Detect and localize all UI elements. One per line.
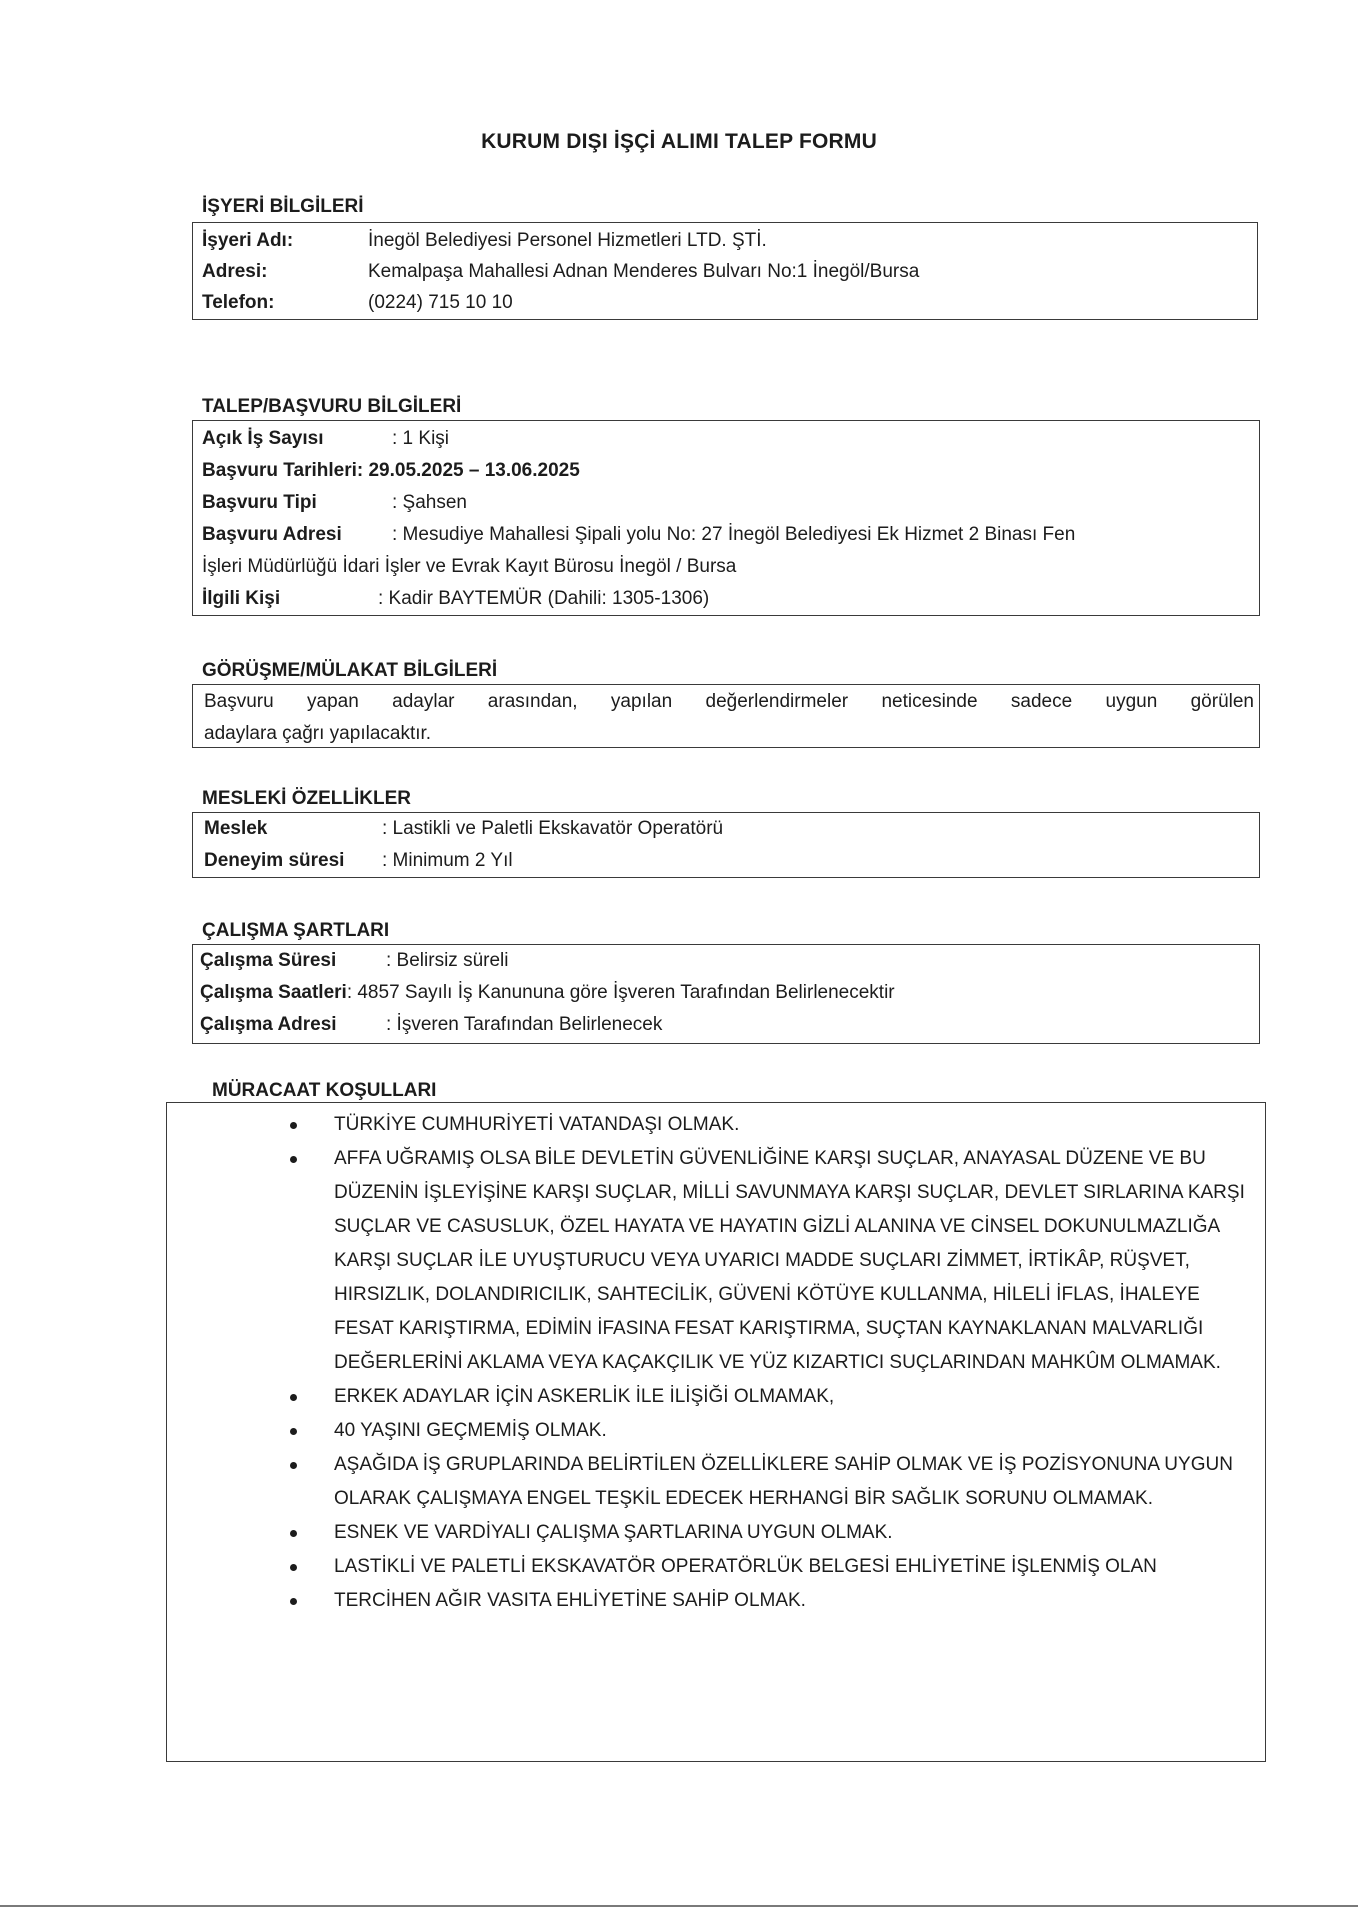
field-label: Telefon: xyxy=(202,292,275,313)
field-value: : Minimum 2 Yıl xyxy=(382,850,513,871)
bullet-icon xyxy=(290,1462,297,1469)
talep-row-adres-cont xyxy=(202,556,736,578)
list-item: 40 YAŞINI GEÇMEMİŞ OLMAK. xyxy=(290,1414,1260,1448)
field-label: Çalışma Süresi xyxy=(200,950,337,971)
gorusme-line: Başvuru yapan adaylar arasından, yapılan değerlendirmeler neticesinde sadece uygun görülen xyxy=(204,691,1254,712)
field-value: : Şahsen xyxy=(392,492,467,513)
field-value: : İşveren Tarafından Belirlenecek xyxy=(386,1014,663,1035)
muracaat-list xyxy=(290,1108,1260,1618)
isyeri-row-adres xyxy=(202,261,919,283)
section-heading-mesleki: MESLEKİ ÖZELLİKLER xyxy=(202,788,411,809)
bullet-icon xyxy=(290,1156,297,1163)
field-value: (0224) 715 10 10 xyxy=(368,292,513,313)
calisma-row-adres xyxy=(200,1014,662,1036)
calisma-row-saat xyxy=(200,982,895,1004)
list-item: AFFA UĞRAMIŞ OLSA BİLE DEVLETİN GÜVENLİĞİNE KARŞI SUÇLAR, ANAYASAL DÜZENE VE BU DÜZENİN İŞLEYİŞİNE KARŞI SUÇLAR, MİLLİ SAVUNMAYA KARŞI SUÇLAR, DEVLET SIRLARINA KARŞI SUÇLAR VE CASUSLUK, ÖZEL HAYATA VE HAYATIN GİZLİ ALANINA VE CİNSEL DOKUNULMAZLIĞA KARŞI SUÇLAR İLE UYUŞTURUCU VEYA UYARICI MADDE SUÇLARI ZİMMET, İRTİKÂP, RÜŞVET, HIRSIZLIK, DOLANDIRICILIK, SAHTECİLİK, GÜVENİ KÖTÜYE KULLANMA, HİLELİ İFLAS, İHALEYE FESAT KARIŞTIRMA, EDİMİN İFASINA FESAT KARIŞTIRMA, SUÇTAN KAYNAKLANAN MALVARLIĞI DEĞERLERİNİ AKLAMA VEYA KAÇAKÇILIK VE YÜZ KIZARTICI SUÇLARINDAN MAHKÛM OLMAMAK. xyxy=(290,1142,1260,1380)
mesleki-row-meslek xyxy=(204,818,723,840)
bullet-icon xyxy=(290,1394,297,1401)
list-item: TERCİHEN AĞIR VASITA EHLİYETİNE SAHİP OLMAK. xyxy=(290,1584,1260,1618)
field-value: : Lastikli ve Paletli Ekskavatör Operatörü xyxy=(382,818,724,839)
talep-row-adres xyxy=(202,524,1075,546)
isyeri-row-telefon xyxy=(202,292,513,314)
field-label: Adresi: xyxy=(202,261,268,282)
field-label: Çalışma Adresi xyxy=(200,1014,337,1035)
bullet-icon xyxy=(290,1428,297,1435)
field-label: Deneyim süresi xyxy=(204,850,345,871)
page-bottom-edge xyxy=(0,1905,1358,1907)
mesleki-row-deneyim xyxy=(204,850,513,872)
section-heading-gorusme: GÖRÜŞME/MÜLAKAT BİLGİLERİ xyxy=(202,660,498,681)
field-label: Açık İş Sayısı xyxy=(202,428,324,449)
talep-row-acik-is xyxy=(202,428,449,450)
gorusme-text xyxy=(204,686,1254,750)
section-heading-muracaat: MÜRACAAT KOŞULLARI xyxy=(212,1080,437,1101)
field-label: İlgili Kişi xyxy=(202,588,281,609)
talep-row-tip xyxy=(202,492,467,514)
field-label: Çalışma Saatleri xyxy=(200,982,347,1003)
field-value: : 29.05.2025 – 13.06.2025 xyxy=(356,460,580,481)
field-label: Meslek xyxy=(204,818,268,839)
field-label: Başvuru Tipi xyxy=(202,492,317,513)
talep-row-tarih xyxy=(202,460,580,482)
page-title: KURUM DIŞI İŞÇİ ALIMI TALEP FORMU xyxy=(481,130,877,153)
field-value: : 4857 Sayılı İş Kanununa göre İşveren Tarafından Belirlenecektir xyxy=(346,982,895,1003)
list-item: LASTİKLİ VE PALETLİ EKSKAVATÖR OPERATÖRLÜK BELGESİ EHLİYETİNE İŞLENMİŞ OLAN xyxy=(290,1550,1260,1584)
field-value: : Kadir BAYTEMÜR (Dahili: 1305-1306) xyxy=(378,588,710,609)
field-value: : Belirsiz süreli xyxy=(386,950,509,971)
section-heading-calisma: ÇALIŞMA ŞARTLARI xyxy=(202,920,390,941)
calisma-row-sure xyxy=(200,950,508,972)
bullet-icon xyxy=(290,1564,297,1571)
list-item: TÜRKİYE CUMHURİYETİ VATANDAŞI OLMAK. xyxy=(290,1108,1260,1142)
list-item: ESNEK VE VARDİYALI ÇALIŞMA ŞARTLARINA UYGUN OLMAK. xyxy=(290,1516,1260,1550)
bullet-icon xyxy=(290,1122,297,1129)
field-value: Kemalpaşa Mahallesi Adnan Menderes Bulvarı No:1 İnegöl/Bursa xyxy=(368,261,920,282)
section-heading-talep: TALEP/BAŞVURU BİLGİLERİ xyxy=(202,396,462,417)
field-value: : 1 Kişi xyxy=(392,428,450,449)
talep-row-kisi xyxy=(202,588,709,610)
field-value: : Mesudiye Mahallesi Şipali yolu No: 27 İnegöl Belediyesi Ek Hizmet 2 Binası Fen xyxy=(392,524,1076,545)
field-label: Başvuru Adresi xyxy=(202,524,342,545)
field-value: İnegöl Belediyesi Personel Hizmetleri LTD. ŞTİ. xyxy=(368,230,767,251)
bullet-icon xyxy=(290,1598,297,1605)
bullet-icon xyxy=(290,1530,297,1537)
list-item: AŞAĞIDA İŞ GRUPLARINDA BELİRTİLEN ÖZELLİKLERE SAHİP OLMAK VE İŞ POZİSYONUNA UYGUN OLARAK ÇALIŞMAYA ENGEL TEŞKİL EDECEK HERHANGİ BİR SAĞLIK SORUNU OLMAMAK. xyxy=(290,1448,1260,1516)
list-item: ERKEK ADAYLAR İÇİN ASKERLİK İLE İLİŞİĞİ OLMAMAK, xyxy=(290,1380,1260,1414)
gorusme-line: adaylara çağrı yapılacaktır. xyxy=(204,723,432,744)
isyeri-row-ad xyxy=(202,230,767,252)
field-label: Başvuru Tarihleri xyxy=(202,460,357,481)
section-heading-isyeri: İŞYERİ BİLGİLERİ xyxy=(202,196,364,217)
field-label: İşyeri Adı: xyxy=(202,230,294,251)
field-value: İşleri Müdürlüğü İdari İşler ve Evrak Kayıt Bürosu İnegöl / Bursa xyxy=(202,556,737,577)
